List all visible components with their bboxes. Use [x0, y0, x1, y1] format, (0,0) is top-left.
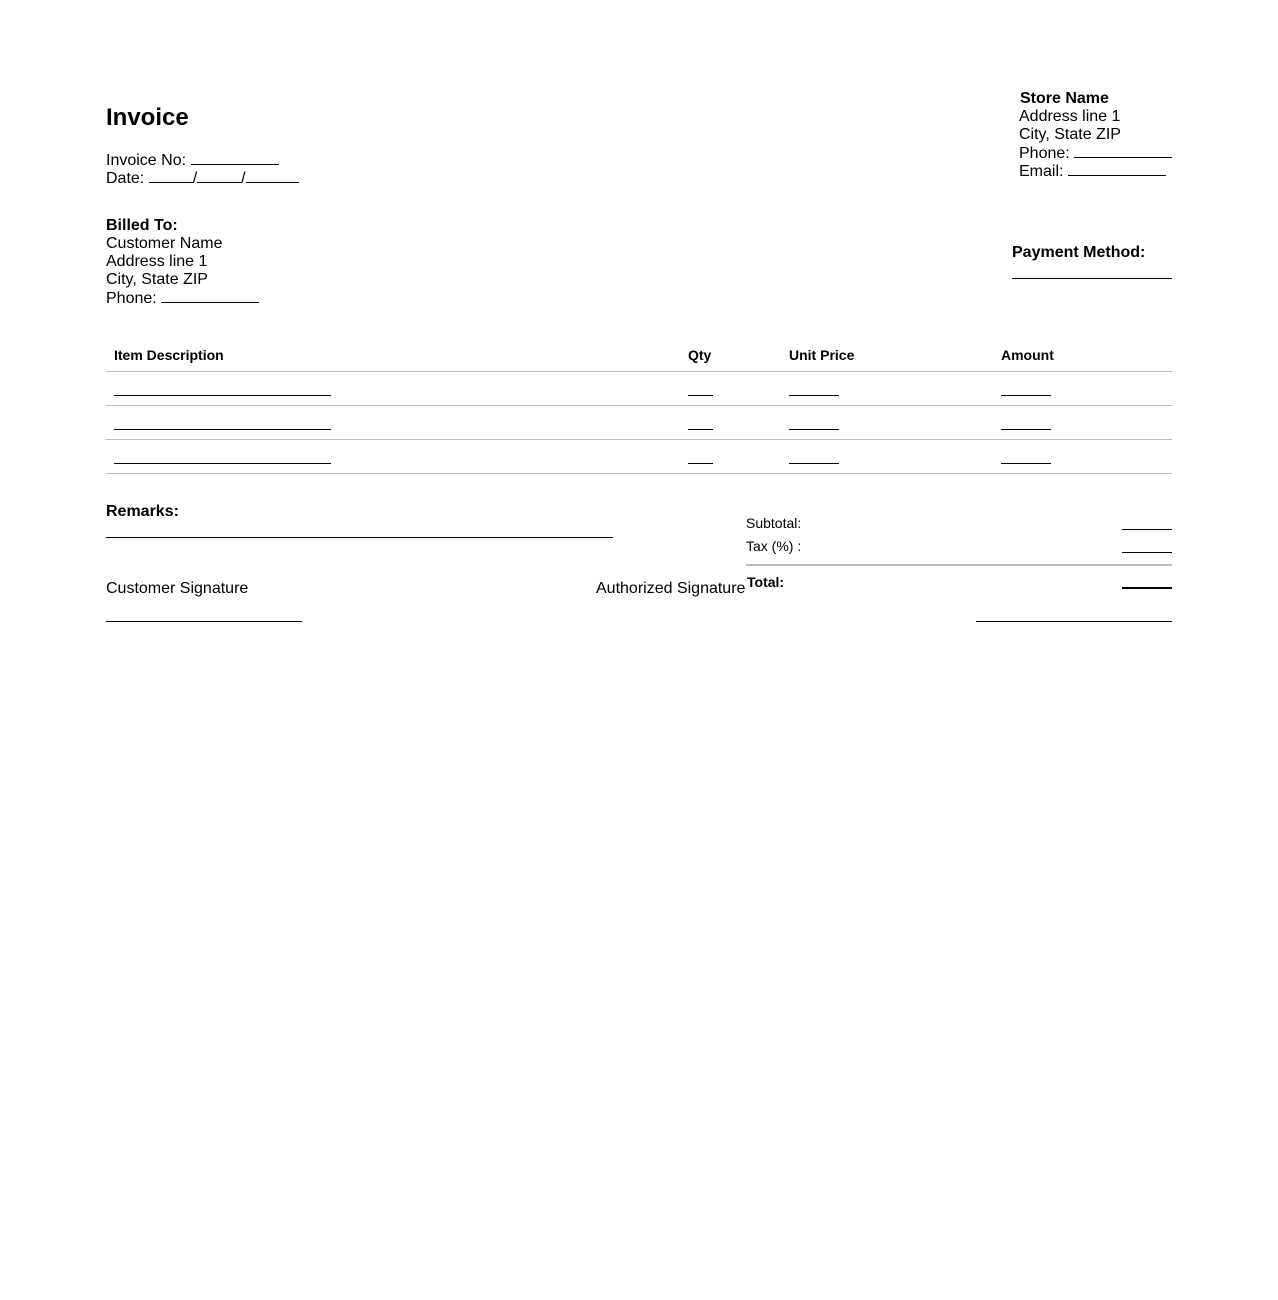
- payment-method-blank[interactable]: [1012, 278, 1172, 279]
- store-phone-label: Phone:: [1019, 145, 1070, 162]
- column-header-unit-price: Unit Price: [789, 347, 855, 363]
- item-description-blank[interactable]: [114, 429, 331, 430]
- payment-method-label: Payment Method:: [1012, 244, 1146, 261]
- qty-blank[interactable]: [688, 463, 713, 464]
- store-email-blank[interactable]: [1068, 162, 1166, 176]
- date-day-blank[interactable]: [197, 169, 241, 183]
- store-address: Address line 1: [1019, 108, 1121, 125]
- row-divider: [106, 405, 1172, 406]
- item-description-blank[interactable]: [114, 395, 331, 396]
- tax-blank[interactable]: [1122, 552, 1172, 553]
- totals-divider: [746, 564, 1172, 566]
- store-phone-blank[interactable]: [1074, 144, 1172, 158]
- store-city-state-zip: City, State ZIP: [1019, 126, 1121, 143]
- date-separator: /: [241, 170, 246, 187]
- date-month-blank[interactable]: [149, 169, 193, 183]
- store-email-label: Email:: [1019, 163, 1064, 180]
- total-label: Total:: [747, 574, 785, 590]
- invoice-number-blank[interactable]: [191, 151, 279, 165]
- unit-price-blank[interactable]: [789, 429, 839, 430]
- column-header-amount: Amount: [1001, 347, 1054, 363]
- authorized-signature-label: Authorized Signature: [596, 580, 746, 597]
- customer-phone-blank[interactable]: [161, 289, 259, 303]
- date-label: Date:: [106, 170, 145, 187]
- unit-price-blank[interactable]: [789, 463, 839, 464]
- invoice-number-label: Invoice No:: [106, 152, 187, 169]
- remarks-label: Remarks:: [106, 503, 179, 520]
- customer-city-state-zip: City, State ZIP: [106, 271, 208, 288]
- column-header-item-description: Item Description: [114, 347, 224, 363]
- qty-blank[interactable]: [688, 429, 713, 430]
- item-description-blank[interactable]: [114, 463, 331, 464]
- subtotal-blank[interactable]: [1122, 529, 1172, 530]
- column-header-qty: Qty: [688, 347, 712, 363]
- customer-phone-field[interactable]: [106, 289, 259, 308]
- tax-label: Tax (%) :: [746, 538, 802, 554]
- table-header-divider: [106, 371, 1172, 372]
- customer-phone-label: Phone:: [106, 290, 157, 307]
- customer-signature-label: Customer Signature: [106, 580, 249, 597]
- row-divider: [106, 439, 1172, 440]
- billed-to-heading: Billed To:: [106, 217, 178, 234]
- store-name: Store Name: [1020, 90, 1109, 107]
- store-email-field[interactable]: [1019, 162, 1166, 181]
- customer-address: Address line 1: [106, 253, 208, 270]
- customer-name: Customer Name: [106, 235, 223, 252]
- total-blank[interactable]: [1122, 587, 1172, 589]
- subtotal-label: Subtotal:: [746, 515, 802, 531]
- amount-blank[interactable]: [1001, 463, 1051, 464]
- remarks-blank[interactable]: [106, 537, 613, 538]
- store-phone-field[interactable]: [1019, 144, 1172, 163]
- qty-blank[interactable]: [688, 395, 713, 396]
- row-divider: [106, 473, 1172, 474]
- unit-price-blank[interactable]: [789, 395, 839, 396]
- date-year-blank[interactable]: [246, 169, 299, 183]
- amount-blank[interactable]: [1001, 395, 1051, 396]
- invoice-title: Invoice: [106, 104, 189, 131]
- invoice-number-field[interactable]: [106, 151, 279, 170]
- amount-blank[interactable]: [1001, 429, 1051, 430]
- authorized-signature-line[interactable]: [976, 621, 1172, 622]
- date-separator: /: [192, 170, 198, 187]
- customer-signature-line[interactable]: [106, 621, 302, 622]
- date-field[interactable]: [106, 169, 299, 188]
